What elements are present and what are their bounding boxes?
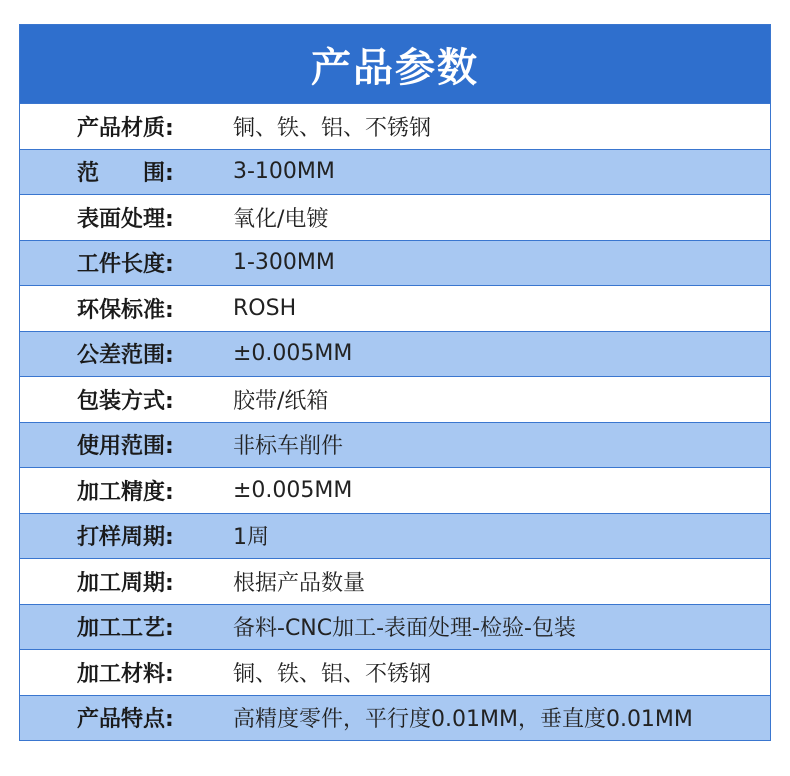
product-parameters-table [19, 24, 771, 741]
table-row [20, 695, 770, 741]
table-row [20, 513, 770, 559]
row-label: 工件长度: [77, 252, 174, 278]
table-row [20, 422, 770, 468]
row-label: 包装方式: [77, 388, 174, 414]
row-value: 3-100MM [233, 159, 335, 185]
row-value: 铜、铁、铝、不锈钢 [233, 661, 432, 687]
row-value: 备料-CNC加工-表面处理-检验-包装 [233, 616, 576, 642]
row-value: 高精度零件，平行度0.01MM，垂直度0.01MM [233, 707, 693, 733]
row-label: 使用范围: [77, 434, 174, 460]
row-label: 环保标准: [77, 297, 174, 323]
table-title: 产品参数 [20, 25, 770, 103]
row-value: 根据产品数量 [233, 570, 366, 596]
row-label: 产品特点: [77, 707, 174, 733]
row-value: 铜、铁、铝、不锈钢 [233, 115, 432, 141]
table-row [20, 604, 770, 650]
row-label: 打样周期: [77, 525, 174, 551]
table-row [20, 467, 770, 513]
row-value: ROSH [233, 295, 297, 321]
row-value: 胶带/纸箱 [233, 388, 329, 414]
row-label: 范 围: [77, 161, 174, 187]
row-label: 加工精度: [77, 479, 174, 505]
table-row [20, 240, 770, 286]
table-row [20, 194, 770, 240]
row-label: 加工工艺: [77, 616, 174, 642]
table-row [20, 558, 770, 604]
table-row [20, 103, 770, 149]
row-value: 1周 [233, 525, 269, 551]
row-label: 表面处理: [77, 206, 174, 232]
table-row [20, 376, 770, 422]
row-value: 氧化/电镀 [233, 206, 329, 232]
table-row [20, 149, 770, 195]
table-row [20, 331, 770, 377]
row-value: ±0.005MM [233, 477, 353, 503]
table-row [20, 285, 770, 331]
row-label: 加工材料: [77, 661, 174, 687]
row-value: 非标车削件 [233, 434, 344, 460]
row-label: 公差范围: [77, 343, 174, 369]
row-value: ±0.005MM [233, 341, 353, 367]
row-label: 加工周期: [77, 570, 174, 596]
table-row [20, 649, 770, 695]
row-value: 1-300MM [233, 250, 335, 276]
row-label: 产品材质: [77, 115, 174, 141]
